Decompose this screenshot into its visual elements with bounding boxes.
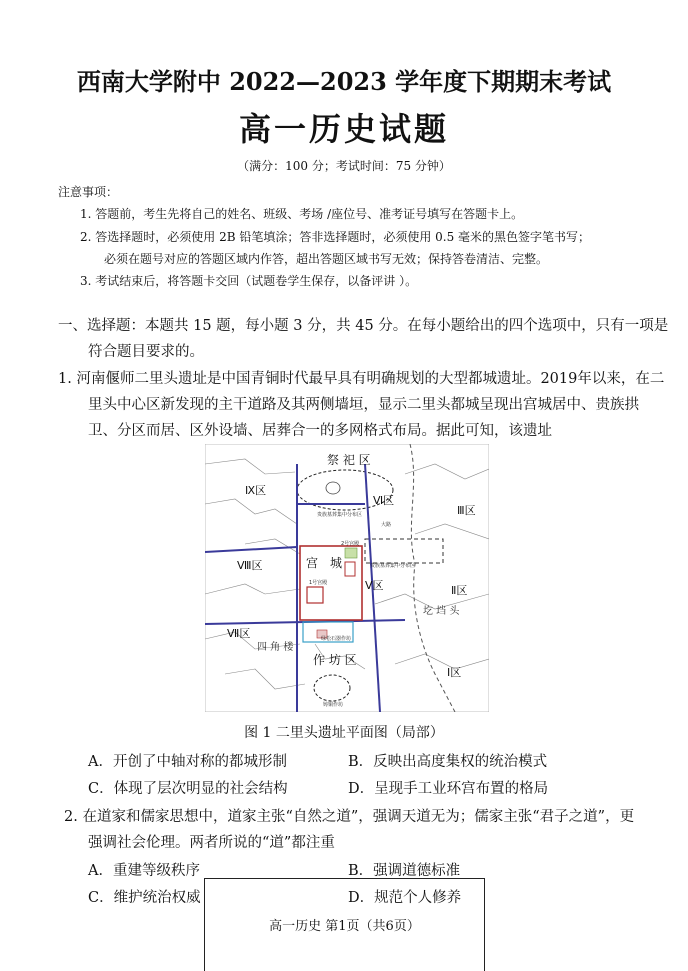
label-zone-5: Ⅴ区 [365, 579, 384, 592]
q1-option-b[interactable]: B．反映出高度集权的统治模式 [348, 754, 548, 770]
q1-stem-line: 1. 河南偃师二里头遗址是中国青铜时代最早具有明确规划的大型都城遗址。2019年以来，在二 [58, 371, 665, 387]
label-palace-2: 2号宫殿 [341, 541, 360, 547]
note-item: 1. 答题前，考生先将自己的姓名、班级、考场 /座位号、准考证号填写在答题卡上。 [80, 207, 524, 221]
q1-option-c[interactable]: C．体现了层次明显的社会结构 [88, 781, 288, 797]
q2-option-b[interactable]: B．强调道德标准 [348, 863, 461, 879]
notes-heading: 注意事项： [58, 185, 119, 199]
label-zone-1: Ⅰ区 [447, 666, 462, 679]
label-laoguotou: 圪 垱 头 [423, 606, 460, 617]
label-zone-7: Ⅶ区 [227, 627, 251, 640]
school-exam-title: 西南大学附中 2022—2023 学年度下期期末考试 [76, 67, 612, 96]
label-zone-2: Ⅱ区 [451, 584, 468, 597]
label-jade-workshop: 绿松石器作坊 [321, 636, 352, 642]
q2-stem-line: 2. 在道家和儒家思想中，道家主张“自然之道”，强调天道无为；儒家主张“君子之道”，更 [64, 809, 635, 825]
label-zone-3: Ⅲ区 [457, 504, 476, 517]
label-workshop: 作 坊 区 [313, 653, 357, 667]
section-instructions-cont: 符合题目要求的。 [88, 344, 204, 360]
page-footer: 高一历史 第1页（共6页） [269, 919, 420, 934]
erlitou-site-map [205, 444, 489, 712]
q2-option-d[interactable]: D．规范个人修养 [348, 890, 462, 906]
q2-option-c[interactable]: C．维护统治权威 [88, 890, 201, 906]
exam-meta: （满分：100 分；考试时间：75 分钟） [237, 159, 451, 173]
q1-stem-line: 里头中心区新发现的主干道路及其两侧墙垣，显示二里头都城呈现出宫城居中、贵族拱 [88, 397, 639, 413]
label-palace: 宫 城 [306, 556, 343, 570]
q2-stem-line: 强调社会伦理。两者所说的“道”都注重 [88, 835, 335, 851]
label-road: 大路 [381, 522, 392, 528]
label-sacrifice: 祭 祀 区 [327, 453, 371, 467]
subject-title: 高一历史试题 [238, 110, 449, 148]
label-palace-1: 1号宫殿 [309, 580, 328, 586]
figure-caption: 图 1 二里头遗址平面图（局部） [244, 725, 444, 741]
q1-option-d[interactable]: D．呈现手工业环宫布置的格局 [348, 781, 549, 797]
label-grave-east: 贵族墓葬集中分布区 [370, 563, 416, 569]
label-sijiaolou: 四 角 楼 [257, 642, 294, 653]
note-item: 3. 考试结束后，将答题卡交回（试题卷学生保存，以备评讲 ）。 [80, 274, 418, 288]
label-grave-north: 贵族墓葬集中分布区 [317, 512, 363, 518]
q2-option-a[interactable]: A．重建等级秩序 [88, 863, 200, 879]
label-zone-6: Ⅵ区 [373, 494, 395, 507]
q1-option-a[interactable]: A．开创了中轴对称的都城形制 [88, 754, 287, 770]
note-item: 必须在题号对应的答题区域内作答，超出答题区域书写无效；保持答卷清洁、完整。 [104, 252, 549, 266]
palace-building-3 [345, 548, 357, 558]
note-item: 2. 答选择题时，必须使用 2B 铅笔填涂；答非选择题时，必须使用 0.5 毫米的黑色签字笔书写； [80, 230, 591, 244]
section-instructions: 一、选择题：本题共 15 题，每小题 3 分，共 45 分。在每小题给出的四个选项中，只有一项是 [58, 318, 669, 334]
label-zone-9: Ⅸ区 [245, 484, 267, 497]
label-bronze-workshop: 铸铜作坊 [323, 702, 344, 708]
label-zone-8: Ⅷ区 [237, 559, 263, 572]
q1-stem-line: 卫、分区而居、区外设墙、居葬合一的多网格式布局。据此可知，该遗址 [88, 423, 552, 439]
